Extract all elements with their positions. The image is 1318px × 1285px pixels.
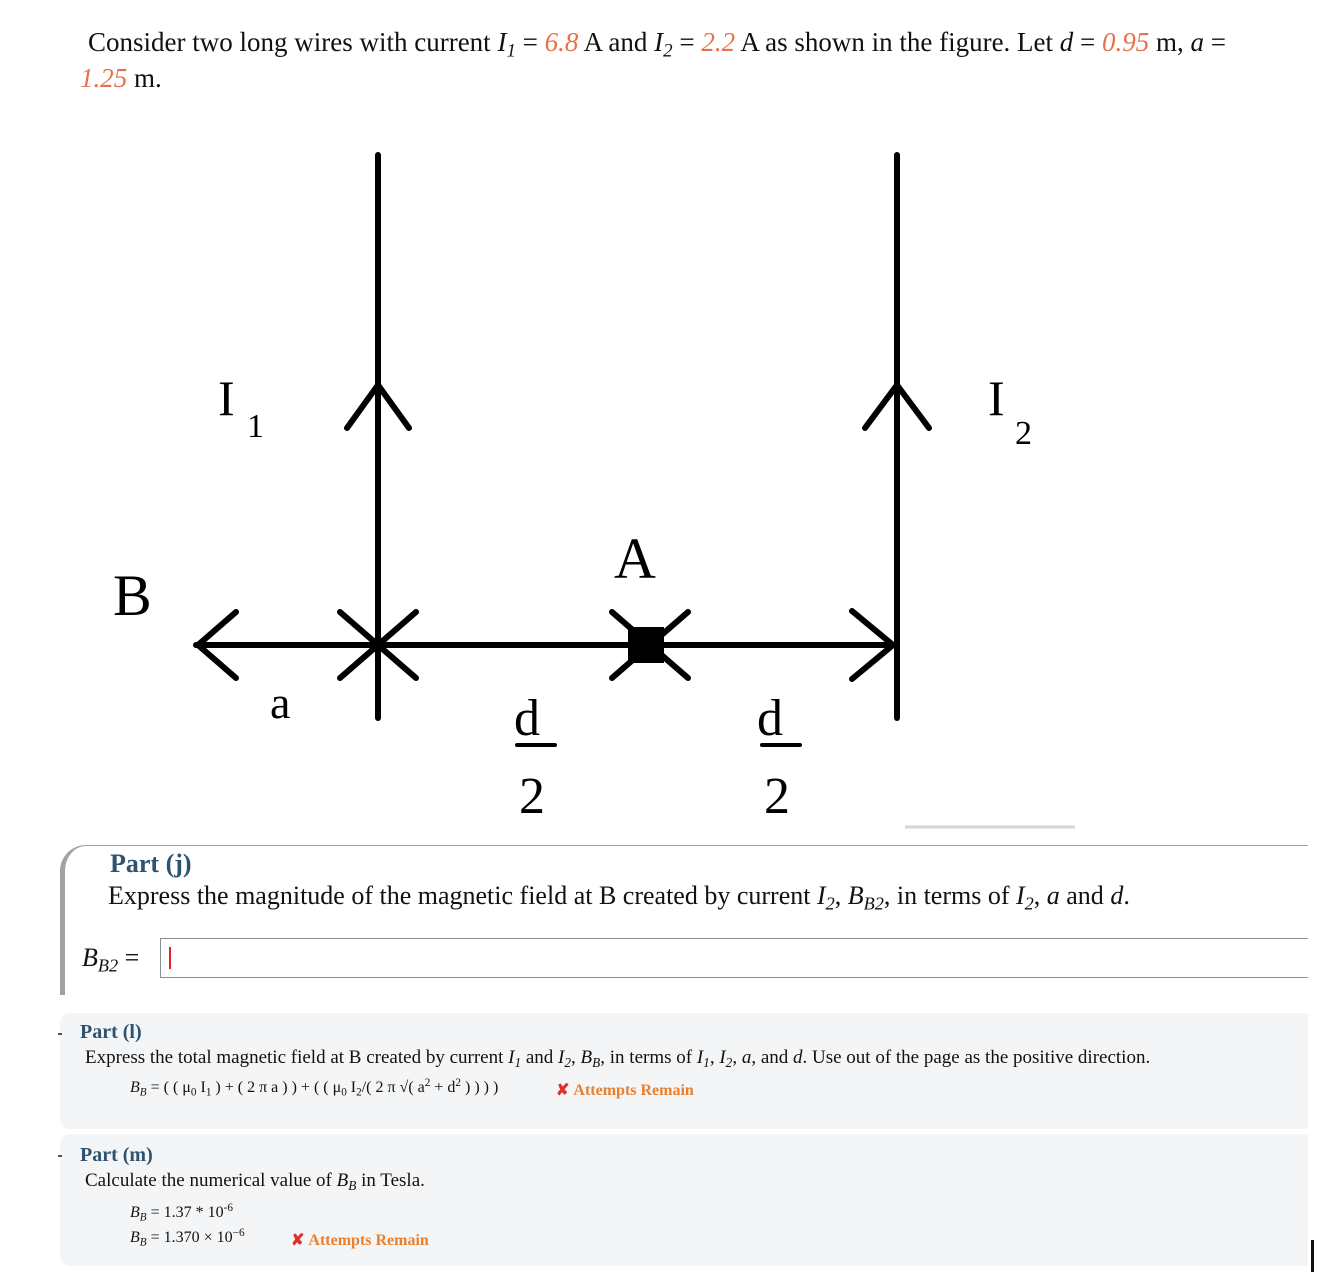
symbol-subscript: 2 xyxy=(1024,893,1034,914)
label-I2: I xyxy=(988,370,1005,426)
label-I1: I xyxy=(218,370,235,426)
current-I1-value: 6.8 xyxy=(544,27,579,57)
formula-text: I xyxy=(346,1079,357,1096)
part-l-question xyxy=(85,1047,1150,1069)
formula-text: = 1.370 × 10 xyxy=(146,1229,233,1246)
problem-statement xyxy=(80,24,1290,96)
part-m-panel xyxy=(60,1134,1308,1266)
problem-text: Consider two long wires with current xyxy=(88,27,498,57)
current-I1-subscript: 1 xyxy=(506,40,516,62)
formula-text: ) + ( 2 π a ) ) + ( ( μ xyxy=(211,1079,342,1096)
equals-sign: = xyxy=(515,27,545,57)
equals-sign: = xyxy=(118,943,140,972)
equals-sign: = xyxy=(1204,27,1227,57)
symbol-I2: I xyxy=(719,1047,726,1068)
formula-text: + d xyxy=(430,1079,456,1096)
symbol-subscript: 1 xyxy=(205,1086,212,1099)
label-I1-subscript: 1 xyxy=(247,408,264,445)
formula-text: = 1.37 * 10 xyxy=(146,1204,224,1221)
part-m-title: Part (m) xyxy=(80,1144,153,1166)
problem-line-1 xyxy=(80,24,1290,60)
symbol-subscript: 2 xyxy=(725,1054,733,1070)
symbol-I1: I xyxy=(696,1047,704,1068)
label-d-over-2-numerator: d xyxy=(514,690,540,747)
question-text: Express the magnitude of the magnetic field at B created by current xyxy=(108,881,817,910)
symbol-subscript: B xyxy=(139,1211,147,1224)
current-I2-value: 2.2 xyxy=(701,27,736,57)
distance-a-value: 1.25 xyxy=(80,63,128,93)
question-text: . Use out of the page as the positive direction. xyxy=(802,1047,1151,1068)
part-l-attempts-status xyxy=(556,1080,694,1100)
problem-text: m, xyxy=(1149,27,1191,57)
incorrect-icon: ✘ xyxy=(291,1232,305,1249)
bullet-marker xyxy=(58,1033,62,1035)
symbol-subscript: 1 xyxy=(514,1054,522,1070)
question-text: , and xyxy=(751,1047,793,1068)
symbol-subscript: 2 xyxy=(564,1054,572,1070)
incorrect-icon: ✘ xyxy=(556,1082,570,1099)
symbol-BB2: B xyxy=(847,881,864,910)
answer-input[interactable] xyxy=(160,938,1308,978)
question-text: , in terms of xyxy=(600,1047,697,1068)
question-text: and xyxy=(1059,881,1111,910)
question-text: , in terms of xyxy=(883,881,1016,910)
answer-label xyxy=(82,943,140,976)
bullet-marker xyxy=(58,1155,62,1157)
question-text: and xyxy=(521,1047,559,1068)
text-cursor xyxy=(1311,1240,1314,1272)
symbol-BB: B xyxy=(130,1229,140,1246)
distance-a-symbol: a xyxy=(1190,27,1205,57)
symbol-BB2: B xyxy=(82,943,98,972)
formula-text: /( 2 π √( a xyxy=(361,1079,425,1096)
part-l-submitted-answer xyxy=(130,1076,499,1099)
equals-sign: = xyxy=(1073,27,1103,57)
question-text: in Tesla. xyxy=(356,1170,425,1191)
label-d-over-2-denominator: 2 xyxy=(519,768,545,825)
symbol-subscript: B2 xyxy=(97,955,119,976)
formula-text: ) ) ) ) xyxy=(460,1079,499,1096)
symbol-subscript: 2 xyxy=(356,1086,362,1099)
symbol-BB: B xyxy=(580,1047,593,1068)
question-text: , xyxy=(709,1047,720,1068)
current-I2-subscript: 2 xyxy=(663,40,673,62)
part-m-entered-answer xyxy=(130,1201,233,1224)
question-text: . xyxy=(1123,881,1130,910)
problem-text: A as shown in the figure. Let xyxy=(735,27,1060,57)
label-d-over-2-denominator: 2 xyxy=(764,768,790,825)
point-A-marker xyxy=(628,627,664,663)
symbol-subscript: B xyxy=(592,1054,601,1070)
symbol-subscript: B xyxy=(139,1086,147,1099)
part-j-question xyxy=(108,881,1130,914)
label-B: B xyxy=(113,563,152,628)
symbol-BB: B xyxy=(130,1079,140,1096)
wires-figure xyxy=(0,130,1318,840)
symbol-subscript: B2 xyxy=(863,893,884,914)
superscript: -6 xyxy=(223,1201,233,1214)
symbol-a: a xyxy=(1046,881,1060,910)
question-text: , xyxy=(1033,881,1047,910)
symbol-subscript: B xyxy=(348,1177,357,1193)
label-I2-subscript: 2 xyxy=(1015,415,1032,452)
question-text: Calculate the numerical value of xyxy=(85,1170,337,1191)
equals-sign: = xyxy=(672,27,702,57)
symbol-d: d xyxy=(1110,881,1124,910)
distance-d-symbol: d xyxy=(1059,27,1074,57)
label-d-over-2-numerator: d xyxy=(757,690,783,747)
part-j-section xyxy=(60,845,1308,995)
question-text: , xyxy=(571,1047,581,1068)
part-l-panel xyxy=(60,1013,1308,1129)
formula-text: I xyxy=(196,1079,206,1096)
question-text: , xyxy=(834,881,848,910)
part-l-title: Part (l) xyxy=(80,1021,142,1043)
part-m-rendered-answer xyxy=(130,1226,245,1249)
symbol-I2: I xyxy=(816,881,826,910)
problem-line-2 xyxy=(80,60,1290,96)
part-m-attempts-status xyxy=(291,1230,429,1250)
label-a: a xyxy=(270,677,291,728)
symbol-a: a xyxy=(741,1047,752,1068)
superscript: 2 xyxy=(455,1076,461,1089)
text-caret xyxy=(169,947,171,969)
distance-d-value: 0.95 xyxy=(1102,27,1150,57)
symbol-I1: I xyxy=(508,1047,515,1068)
symbol-subscript: 0 xyxy=(190,1086,197,1099)
current-I1-symbol: I xyxy=(497,27,507,57)
symbol-I2: I xyxy=(1016,881,1025,910)
symbol-BB: B xyxy=(130,1204,140,1221)
problem-text: A and xyxy=(578,27,655,57)
symbol-subscript: 1 xyxy=(703,1054,710,1070)
question-text: , xyxy=(732,1047,742,1068)
symbol-subscript: B xyxy=(139,1236,147,1249)
symbol-subscript: 2 xyxy=(825,893,835,914)
symbol-d: d xyxy=(793,1047,803,1068)
superscript: −6 xyxy=(232,1226,245,1239)
question-text: Express the total magnetic field at B created by current xyxy=(85,1047,509,1068)
superscript: 2 xyxy=(424,1076,431,1089)
problem-text: m. xyxy=(127,63,162,93)
label-A: A xyxy=(614,526,656,591)
formula-text: = ( ( μ xyxy=(146,1079,191,1096)
symbol-BB: B xyxy=(336,1170,349,1191)
attempts-label: Attempts Remain xyxy=(573,1082,694,1099)
symbol-I2: I xyxy=(558,1047,565,1068)
attempts-label: Attempts Remain xyxy=(308,1232,429,1249)
part-m-question xyxy=(85,1170,425,1192)
symbol-subscript: 0 xyxy=(341,1086,347,1099)
current-I2-symbol: I xyxy=(654,27,664,57)
part-j-title: Part (j) xyxy=(110,849,192,878)
